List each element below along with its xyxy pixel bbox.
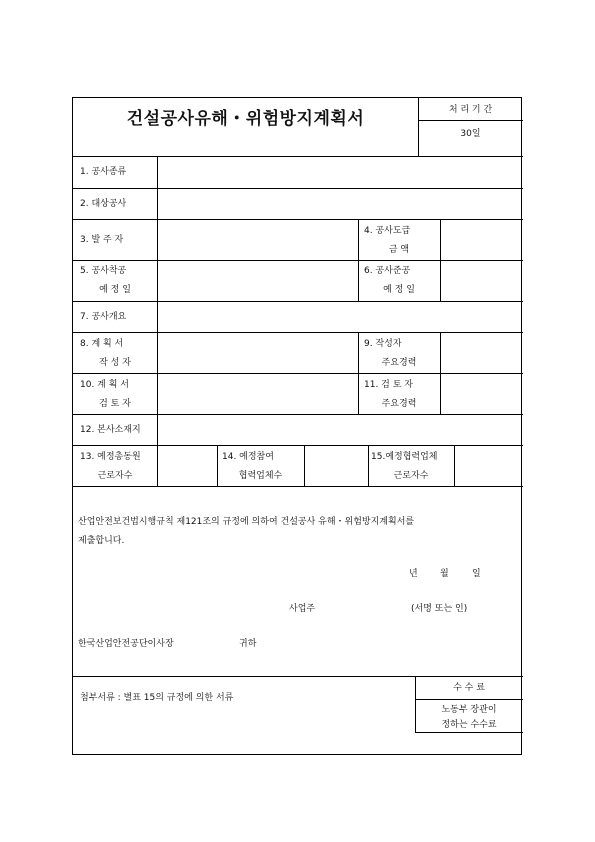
application-form (72, 97, 522, 755)
divider (415, 699, 523, 700)
divider (304, 445, 305, 486)
field-label-total-workers-sub: 근로자수 (97, 471, 133, 481)
field-label-partner-workers-sub: 근로자수 (393, 471, 429, 481)
date-year: 년 (409, 569, 418, 579)
fee-label: 수 수 료 (453, 683, 485, 693)
field-label-author-career: 9. 작성자 (364, 339, 402, 349)
field-label-head-office: 12. 본사소재지 (80, 425, 141, 435)
field-label-author-career-sub: 주요경력 (381, 358, 417, 368)
divider (73, 414, 523, 415)
divider (415, 732, 523, 733)
divider (73, 676, 523, 677)
field-label-start-sub: 예 정 일 (99, 285, 131, 295)
divider (440, 219, 441, 301)
field-label-plan-author: 8. 계 획 서 (80, 339, 124, 349)
field-label-partner-workers: 15.예정협력업체 (371, 452, 438, 462)
field-label-start: 5. 공사착공 (80, 266, 127, 276)
processing-period-label: 처 리 기 간 (448, 105, 493, 115)
divider (73, 260, 523, 261)
divider (157, 156, 158, 445)
divider (73, 332, 523, 333)
divider (73, 486, 523, 487)
field-label-client: 3. 발 주 자 (80, 235, 124, 245)
field-label-completion: 6. 공사준공 (364, 266, 411, 276)
fee-description-cont: 정하는 수수료 (441, 720, 497, 730)
submission-statement-cont: 제출합니다. (78, 536, 125, 546)
applicant-label: 사업주 (289, 604, 316, 614)
date-day: 일 (472, 569, 481, 579)
recipient-suffix: 귀하 (239, 639, 257, 649)
divider (454, 445, 455, 486)
field-label-contract-amount: 4. 공사도급 (364, 226, 411, 236)
processing-period-value: 30일 (460, 129, 481, 139)
field-label-partner-count-sub: 협력업체수 (238, 471, 283, 481)
field-label-plan-author-sub: 작 성 자 (99, 358, 131, 368)
date-month: 월 (440, 569, 449, 579)
field-label-partner-count: 14. 예정참여 (222, 452, 274, 462)
field-label-target-work: 2. 대상공사 (80, 199, 127, 209)
divider (73, 445, 523, 446)
divider (73, 156, 523, 157)
submission-statement: 산업안전보건법시행규칙 제121조의 규정에 의하여 건설공사 유해・위험방지계획서를 (78, 517, 415, 527)
divider (73, 301, 523, 302)
attachment-note: 첨부서류 : 별표 15의 규정에 의한 서류 (80, 693, 234, 703)
form-title: 건설공사유해・위험방지계획서 (126, 109, 365, 129)
field-label-completion-sub: 예 정 일 (383, 285, 415, 295)
divider (157, 445, 158, 486)
field-label-plan-reviewer: 10. 계 획 서 (80, 380, 129, 390)
divider (73, 373, 523, 374)
field-label-plan-reviewer-sub: 검 토 자 (99, 399, 131, 409)
divider (440, 332, 441, 414)
field-label-work-type: 1. 공사종류 (80, 167, 127, 177)
fee-description: 노동부 장관이 (441, 705, 497, 715)
field-label-reviewer-career-sub: 주요경력 (381, 399, 417, 409)
field-label-contract-amount-sub: 금 액 (388, 245, 410, 255)
divider (73, 219, 523, 220)
divider (418, 120, 523, 121)
recipient-name: 한국산업안전공단이사장 (78, 639, 174, 649)
field-label-overview: 7. 공사개요 (80, 312, 127, 322)
signature-field: (서명 또는 인) (411, 604, 468, 614)
divider (73, 188, 523, 189)
field-label-reviewer-career: 11. 검 토 자 (364, 380, 413, 390)
field-label-total-workers: 13. 예정총동원 (80, 452, 141, 462)
